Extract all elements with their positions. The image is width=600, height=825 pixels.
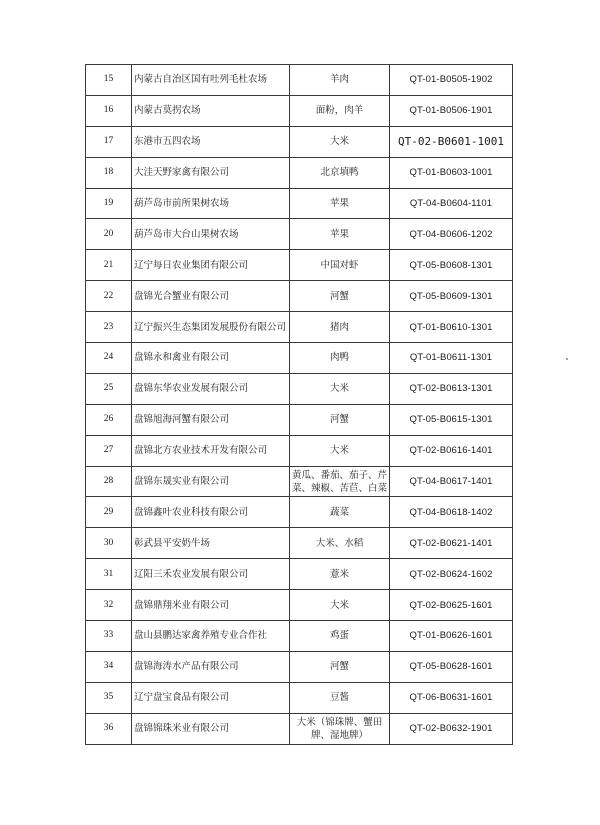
certificate-code: QT-02-B0625-1601 bbox=[390, 590, 513, 621]
product-name: 鸡蛋 bbox=[290, 621, 390, 652]
row-number: 30 bbox=[86, 528, 132, 559]
company-name: 葫芦岛市前所果树农场 bbox=[132, 188, 290, 219]
row-number: 32 bbox=[86, 590, 132, 621]
product-name: 大米 bbox=[290, 126, 390, 157]
row-number: 29 bbox=[86, 497, 132, 528]
certificate-code: QT-05-B0628-1601 bbox=[390, 651, 513, 682]
company-name: 辽宁每日农业集团有限公司 bbox=[132, 250, 290, 281]
product-name: 大米 bbox=[290, 590, 390, 621]
certificate-code: QT-01-B0505-1902 bbox=[390, 65, 513, 96]
company-name: 东港市五四农场 bbox=[132, 126, 290, 157]
table-row bbox=[86, 435, 513, 466]
row-number: 19 bbox=[86, 188, 132, 219]
certificate-code: QT-02-B0632-1901 bbox=[390, 713, 513, 744]
row-number: 20 bbox=[86, 219, 132, 250]
table-row bbox=[86, 312, 513, 343]
table-row bbox=[86, 621, 513, 652]
row-number: 34 bbox=[86, 651, 132, 682]
company-name: 盘山县鹏达家禽养殖专业合作社 bbox=[132, 621, 290, 652]
table-row bbox=[86, 281, 513, 312]
table-row bbox=[86, 126, 513, 157]
certificate-code: QT-01-B0626-1601 bbox=[390, 621, 513, 652]
certificate-code: QT-05-B0615-1301 bbox=[390, 404, 513, 435]
certificate-code: QT-04-B0606-1202 bbox=[390, 219, 513, 250]
company-name: 盘锦东晟实业有限公司 bbox=[132, 466, 290, 497]
product-name: 苹果 bbox=[290, 188, 390, 219]
company-name: 盘锦旭海河蟹有限公司 bbox=[132, 404, 290, 435]
certificate-code: QT-01-B0506-1901 bbox=[390, 95, 513, 126]
certificate-code: QT-04-B0618-1402 bbox=[390, 497, 513, 528]
certificate-code: QT-05-B0608-1301 bbox=[390, 250, 513, 281]
product-name: 北京填鸭 bbox=[290, 157, 390, 188]
product-name: 肉鸭 bbox=[290, 343, 390, 374]
table-row bbox=[86, 250, 513, 281]
table-row bbox=[86, 651, 513, 682]
company-name: 盘锦北方农业技术开发有限公司 bbox=[132, 435, 290, 466]
product-name: 猪肉 bbox=[290, 312, 390, 343]
table-row bbox=[86, 343, 513, 374]
row-number: 16 bbox=[86, 95, 132, 126]
table-row bbox=[86, 373, 513, 404]
product-name: 中国对虾 bbox=[290, 250, 390, 281]
certificate-code: QT-01-B0610-1301 bbox=[390, 312, 513, 343]
product-name: 河蟹 bbox=[290, 281, 390, 312]
row-number: 18 bbox=[86, 157, 132, 188]
scan-speck bbox=[566, 358, 568, 360]
product-name: 薏米 bbox=[290, 559, 390, 590]
certificate-code: QT-02-B0601-1001 bbox=[390, 126, 513, 157]
company-name: 辽宁盘宝食品有限公司 bbox=[132, 682, 290, 713]
certificate-code: QT-04-B0604-1101 bbox=[390, 188, 513, 219]
certificate-code: QT-02-B0621-1401 bbox=[390, 528, 513, 559]
table-row bbox=[86, 682, 513, 713]
company-name: 内蒙古莫拐农场 bbox=[132, 95, 290, 126]
table-row bbox=[86, 713, 513, 744]
table-row bbox=[86, 188, 513, 219]
row-number: 31 bbox=[86, 559, 132, 590]
company-name: 彰武县平安奶牛场 bbox=[132, 528, 290, 559]
row-number: 23 bbox=[86, 312, 132, 343]
certification-table bbox=[85, 64, 513, 745]
row-number: 15 bbox=[86, 65, 132, 96]
product-name: 面粉，肉羊 bbox=[290, 95, 390, 126]
company-name: 盘锦鑫叶农业科技有限公司 bbox=[132, 497, 290, 528]
table-row bbox=[86, 65, 513, 96]
certificate-code: QT-04-B0617-1401 bbox=[390, 466, 513, 497]
table-row bbox=[86, 528, 513, 559]
company-name: 辽阳三禾农业发展有限公司 bbox=[132, 559, 290, 590]
company-name: 辽宁振兴生态集团发展股份有限公司 bbox=[132, 312, 290, 343]
row-number: 25 bbox=[86, 373, 132, 404]
product-name: 河蟹 bbox=[290, 404, 390, 435]
certificate-code: QT-02-B0613-1301 bbox=[390, 373, 513, 404]
certificate-code: QT-02-B0624-1602 bbox=[390, 559, 513, 590]
certificate-code: QT-06-B0631-1601 bbox=[390, 682, 513, 713]
certificate-code: QT-01-B0603-1001 bbox=[390, 157, 513, 188]
product-name: 豆酱 bbox=[290, 682, 390, 713]
product-name: 苹果 bbox=[290, 219, 390, 250]
company-name: 葫芦岛市大台山果树农场 bbox=[132, 219, 290, 250]
row-number: 21 bbox=[86, 250, 132, 281]
company-name: 盘锦鼎翔米业有限公司 bbox=[132, 590, 290, 621]
table-row bbox=[86, 219, 513, 250]
row-number: 24 bbox=[86, 343, 132, 374]
certificate-code: QT-05-B0609-1301 bbox=[390, 281, 513, 312]
table-row bbox=[86, 95, 513, 126]
product-name: 大米（锦珠牌、蟹田牌、湿地牌） bbox=[290, 713, 390, 744]
product-name: 蔬菜 bbox=[290, 497, 390, 528]
row-number: 28 bbox=[86, 466, 132, 497]
product-name: 羊肉 bbox=[290, 65, 390, 96]
row-number: 26 bbox=[86, 404, 132, 435]
company-name: 盘锦海涛水产品有限公司 bbox=[132, 651, 290, 682]
company-name: 大洼天野家禽有限公司 bbox=[132, 157, 290, 188]
row-number: 22 bbox=[86, 281, 132, 312]
table-row bbox=[86, 590, 513, 621]
product-name: 黄瓜、番茄、茄子、芹菜、辣椒、苦苣、白菜 bbox=[290, 466, 390, 497]
row-number: 17 bbox=[86, 126, 132, 157]
table-body bbox=[86, 65, 513, 745]
table-row bbox=[86, 157, 513, 188]
product-name: 大米 bbox=[290, 435, 390, 466]
table-row bbox=[86, 497, 513, 528]
row-number: 36 bbox=[86, 713, 132, 744]
company-name: 盘锦东华农业发展有限公司 bbox=[132, 373, 290, 404]
table-row bbox=[86, 404, 513, 435]
company-name: 盘锦永和禽业有限公司 bbox=[132, 343, 290, 374]
row-number: 35 bbox=[86, 682, 132, 713]
product-name: 河蟹 bbox=[290, 651, 390, 682]
company-name: 内蒙古自治区国有吐列毛杜农场 bbox=[132, 65, 290, 96]
company-name: 盘锦光合蟹业有限公司 bbox=[132, 281, 290, 312]
company-name: 盘锦锦珠米业有限公司 bbox=[132, 713, 290, 744]
row-number: 27 bbox=[86, 435, 132, 466]
product-name: 大米、水稻 bbox=[290, 528, 390, 559]
product-name: 大米 bbox=[290, 373, 390, 404]
certificate-code: QT-02-B0616-1401 bbox=[390, 435, 513, 466]
row-number: 33 bbox=[86, 621, 132, 652]
certificate-code: QT-01-B0611-1301 bbox=[390, 343, 513, 374]
table-row bbox=[86, 559, 513, 590]
table-row bbox=[86, 466, 513, 497]
